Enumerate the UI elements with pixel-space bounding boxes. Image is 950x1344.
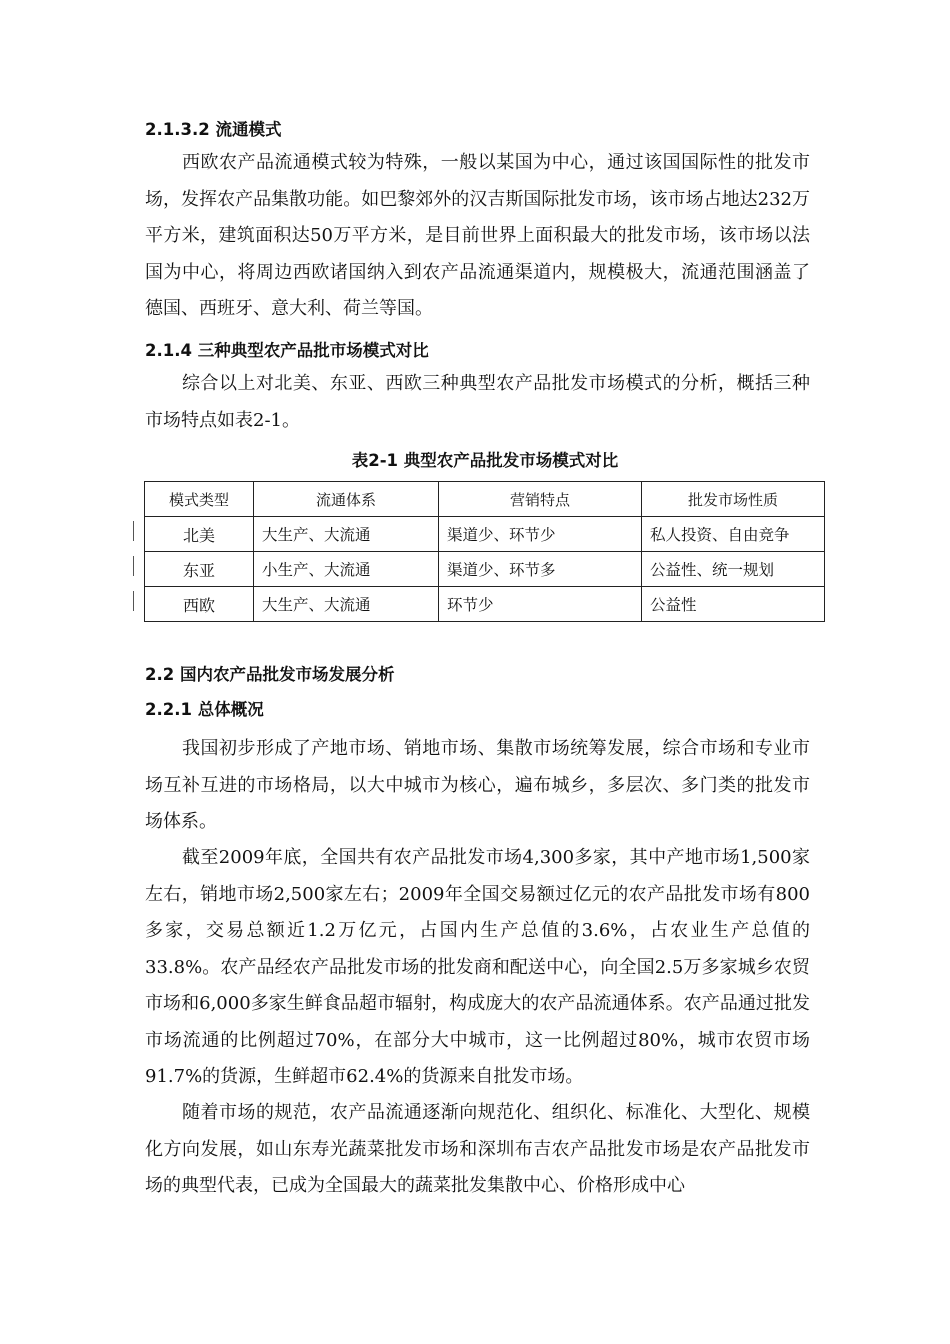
revision-mark (133, 521, 134, 541)
table-caption: 表2-1 典型农产品批发市场模式对比 (351, 451, 619, 470)
table-cell: 渠道少、环节少 (439, 517, 642, 552)
table-cell: 公益性、统一规划 (642, 552, 825, 587)
revision-mark (133, 591, 134, 611)
paragraph-overview-1: 我国初步形成了产地市场、销地市场、集散市场统筹发展，综合市场和专业市场互补互进的市场格局，以大中城市为核心，遍布城乡，多层次、多门类的批发市场体系。 (145, 738, 810, 832)
header-cell: 模式类型 (145, 482, 254, 517)
paragraph-western-europe: 西欧农产品流通模式较为特殊，一般以某国为中心，通过该国国际性的批发市场，发挥农产品集散功能。如巴黎郊外的汉吉斯国际批发市场，该市场占地达232万平方米，建筑面积达50万平方米，是目前世界上面积最大的批发市场，该市场以法国为中心，将周边西欧诸国纳入到农产品流通渠道内，规模极大，流通范围涵盖了德国、西班牙、意大利、荷兰等国。 (145, 152, 810, 319)
table-cell: 私人投资、自由竞争 (642, 517, 825, 552)
heading-2-2: 2.2 国内农产品批发市场发展分析 (145, 665, 395, 684)
table-cell: 大生产、大流通 (254, 517, 439, 552)
table-cell: 北美 (145, 517, 254, 552)
table-cell: 大生产、大流通 (254, 587, 439, 622)
heading-2-2-1: 2.2.1 总体概况 (145, 700, 264, 719)
table-cell: 小生产、大流通 (254, 552, 439, 587)
table-header-row (145, 482, 825, 517)
table-row (145, 587, 825, 622)
header-cell: 营销特点 (439, 482, 642, 517)
table-cell: 东亚 (145, 552, 254, 587)
table-cell: 渠道少、环节多 (439, 552, 642, 587)
heading-2-1-3-2: 2.1.3.2 流通模式 (145, 120, 282, 139)
heading-2-1-4: 2.1.4 三种典型农产品批市场模式对比 (145, 341, 429, 360)
revision-mark (133, 556, 134, 576)
table-cell: 公益性 (642, 587, 825, 622)
table-cell: 环节少 (439, 587, 642, 622)
table-cell: 西欧 (145, 587, 254, 622)
table-row (145, 517, 825, 552)
comparison-table (144, 481, 825, 622)
paragraph-overview-3: 随着市场的规范，农产品流通逐渐向规范化、组织化、标准化、大型化、规模化方向发展，如山东寿光蔬菜批发市场和深圳布吉农产品批发市场是农产品批发市场的典型代表，已成为全国最大的蔬菜批发集散中心、价格形成中心 (145, 1102, 810, 1196)
header-cell: 批发市场性质 (642, 482, 825, 517)
header-cell: 流通体系 (254, 482, 439, 517)
table-row (145, 552, 825, 587)
paragraph-comparison-intro: 综合以上对北美、东亚、西欧三种典型农产品批发市场模式的分析，概括三种市场特点如表2-1。 (145, 373, 810, 431)
paragraph-overview-2: 截至2009年底，全国共有农产品批发市场4,300多家，其中产地市场1,500家左右，销地市场2,500家左右；2009年全国交易额过亿元的农产品批发市场有800多家，交易总额近1.2万亿元，占国内生产总值的3.6%，占农业生产总值的33.8%。农产品经农产品批发市场的批发商和配送中心，向全国2.5万多家城乡农贸市场和6,000多家生鲜食品超市辐射，构成庞大的农产品流通体系。农产品通过批发市场流通的比例超过70%，在部分大中城市，这一比例超过80%，城市农贸市场91.7%的货源，生鲜超市62.4%的货源来自批发市场。 (145, 847, 810, 1087)
